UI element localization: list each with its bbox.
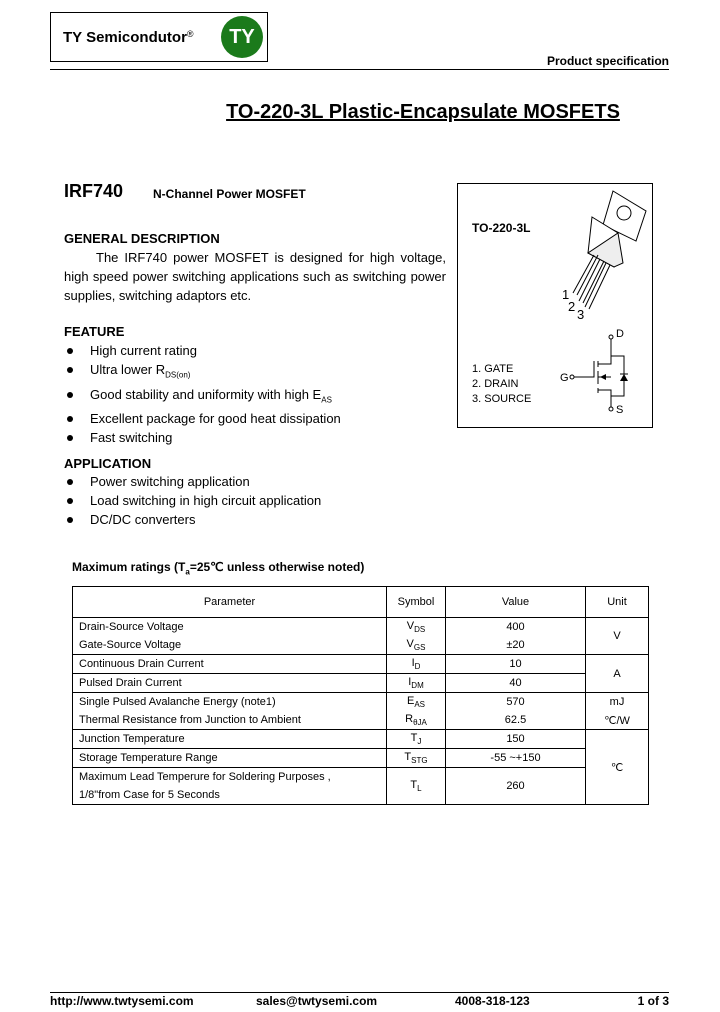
- ratings-heading: Maximum ratings ($T_a=25℃$ unless otherwise noted): [72, 560, 365, 577]
- application-heading: APPLICATION: [64, 456, 152, 471]
- mosfet-symbol: [558, 324, 648, 414]
- footer-website-link[interactable]: http://www.twtysemi.com: [50, 994, 194, 1008]
- package-box: [457, 183, 653, 428]
- table-row: Continuous Drain Current $I_D$ 10 A: [73, 655, 649, 674]
- feature-list: [64, 341, 341, 447]
- part-description: N-Channel Power MOSFET: [153, 187, 306, 201]
- footer-email-link[interactable]: sales@twtysemi.com: [256, 994, 378, 1008]
- header-divider: [50, 69, 669, 70]
- to220-package-drawing: [548, 189, 648, 319]
- list-item: Fast switching: [64, 428, 341, 447]
- svg-text:2: 2: [568, 299, 576, 314]
- svg-text:3: 3: [577, 307, 585, 319]
- application-list: [64, 472, 321, 529]
- list-item: Ultra lower $R_{DS(on)}$: [64, 360, 341, 385]
- svg-text:G: G: [560, 372, 569, 384]
- document-title: TO-220-3L Plastic-Encapsulate MOSFETS: [226, 101, 620, 123]
- table-row: Single Pulsed Avalanche Energy (note1) $E_{AS}$ 570 mJ: [73, 693, 649, 712]
- part-number: IRF740: [64, 181, 124, 201]
- registered-mark: ®: [186, 29, 194, 39]
- list-item: Good stability and uniformity with high $E_{AS}$: [64, 385, 341, 410]
- footer-divider: [50, 992, 669, 993]
- table-row: Pulsed Drain Current $I_{DM}$ 40: [73, 674, 649, 693]
- feature-heading: FEATURE: [64, 324, 125, 339]
- pin-labels: 1. GATE 2. DRAIN 3. SOURCE: [472, 363, 532, 405]
- table-row: Thermal Resistance from Junction to Ambient $R_{\theta JA}$ 62.5 ℃/W: [73, 711, 649, 730]
- svg-text:S: S: [616, 404, 624, 414]
- table-row: Storage Temperature Range $T_{STG}$ -55 ~+150: [73, 749, 649, 768]
- list-item: Power switching application: [64, 472, 321, 491]
- list-item: High current rating: [64, 341, 341, 360]
- svg-text:1: 1: [562, 287, 570, 302]
- table-header-row: Parameter Symbol Value Unit: [73, 587, 649, 618]
- maximum-ratings-table: [72, 586, 649, 805]
- list-item: Excellent package for good heat dissipation: [64, 409, 341, 428]
- table-row: Maximum Lead Temperure for Soldering Purposes , 1/8"from Case for 5 Seconds $T_L$ 260: [73, 768, 649, 805]
- table-row: Junction Temperature $T_J$ 150 ℃: [73, 730, 649, 749]
- table-row: Drain-Source Voltage $V_{DS}$ 400 V: [73, 618, 649, 637]
- logo-text: TY Semicondutor: [63, 29, 187, 46]
- company-logo: [50, 12, 268, 62]
- list-item: DC/DC converters: [64, 510, 321, 529]
- logo-badge: TY: [221, 16, 263, 58]
- table-row: Gate-Source Voltage $V_{GS}$ ±20: [73, 636, 649, 655]
- package-name: TO-220-3L: [472, 221, 531, 235]
- footer-phone: 4008-318-123: [455, 994, 530, 1008]
- product-specification-label: Product specification: [546, 54, 669, 68]
- general-description-heading: GENERAL DESCRIPTION: [64, 231, 220, 246]
- list-item: Load switching in high circuit application: [64, 491, 321, 510]
- page-number: 1 of 3: [637, 994, 669, 1008]
- general-description-text: The IRF740 power MOSFET is designed for high voltage, high speed power switching applications such as switching power supplies, switching adaptors etc.: [64, 250, 446, 303]
- svg-text:D: D: [616, 328, 624, 340]
